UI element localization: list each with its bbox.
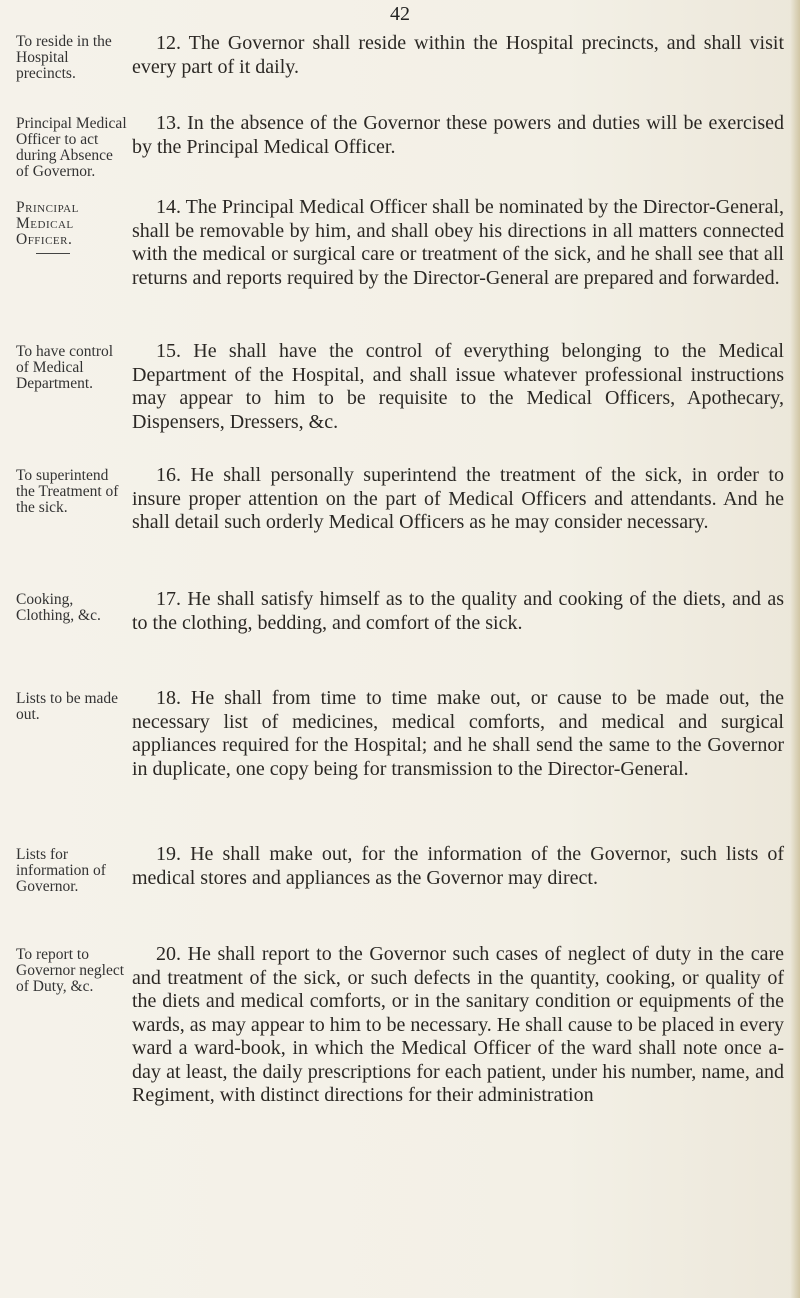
paragraph: 15. He shall have the control of everything belonging to the Medical Department of the Hospital, and shall issue whatever professional instructions may appear to him to be requisite to the Medical Officers, Apothecary, Dispensers, Dressers, &c. (132, 340, 784, 433)
paragraph: 16. He shall personally superintend the treatment of the sick, in order to insure proper attention on the part of Medical Officers and attendants. And he shall detail such orderly Medical Officers as he may consider necessary. (132, 464, 784, 533)
margin-note: To reside in the Hospital precincts. (16, 33, 112, 82)
paragraph: 12. The Governor shall reside within the Hospital precincts, and shall visit every part of it daily. (132, 32, 784, 78)
margin-note: Principal Medical Officer to act during Absence of Governor. (16, 115, 127, 180)
margin-note: To report to Governor neglect of Duty, &c. (16, 946, 125, 995)
margin-note: Cooking, Clothing, &c. (16, 591, 101, 624)
paragraph: 14. The Principal Medical Officer shall be nominated by the Director-General, shall be removable by him, and shall obey his directions in all matters connected with the medical or surgical care or treatment of the sick, and he shall see that all returns and reports required by the Director-General are prepared and forwarded. (132, 196, 784, 289)
paragraph: 17. He shall satisfy himself as to the quality and cooking of the diets, and as to the clothing, bedding, and comfort of the sick. (132, 588, 784, 634)
page-number: 42 (390, 3, 410, 25)
margin-note: Lists to be made out. (16, 690, 119, 723)
margin-rule (36, 253, 70, 254)
paragraph: 20. He shall report to the Governor such cases of neglect of duty in the care and treatment of the sick, or such defects in the quantity, cooking, or quality of the diets and medical comforts, or in the sanitary condition or equipments of the wards, as may appear to him to be necessary. He shall cause to be placed in every ward a ward-book, in which the Medical Officer of the ward shall note once a-day at least, the daily prescriptions for each patient, under his number, name, and Regiment, with distinct directions for their administration (132, 943, 784, 1106)
paragraph: 13. In the absence of the Governor these powers and duties will be exercised by the Principal Medical Officer. (132, 112, 784, 158)
margin-note: To superintend the Treatment of the sick. (16, 467, 119, 516)
margin-note (16, 200, 128, 254)
margin-note-text: Principal Medical Officer. (16, 199, 79, 248)
margin-note: To have control of Medical Department. (16, 343, 114, 392)
paragraph: 18. He shall from time to time make out, or cause to be made out, the necessary list of medicines, medical comforts, and medical and surgical appliances required for the Hospital; and he shall send the same to the Governor in duplicate, one copy being for transmission to the Director-General. (132, 687, 784, 780)
margin-note: Lists for information of Governor. (16, 846, 106, 895)
page-edge-shadow (790, 0, 800, 1298)
paragraph: 19. He shall make out, for the information of the Governor, such lists of medical stores and appliances as the Governor may direct. (132, 843, 784, 889)
